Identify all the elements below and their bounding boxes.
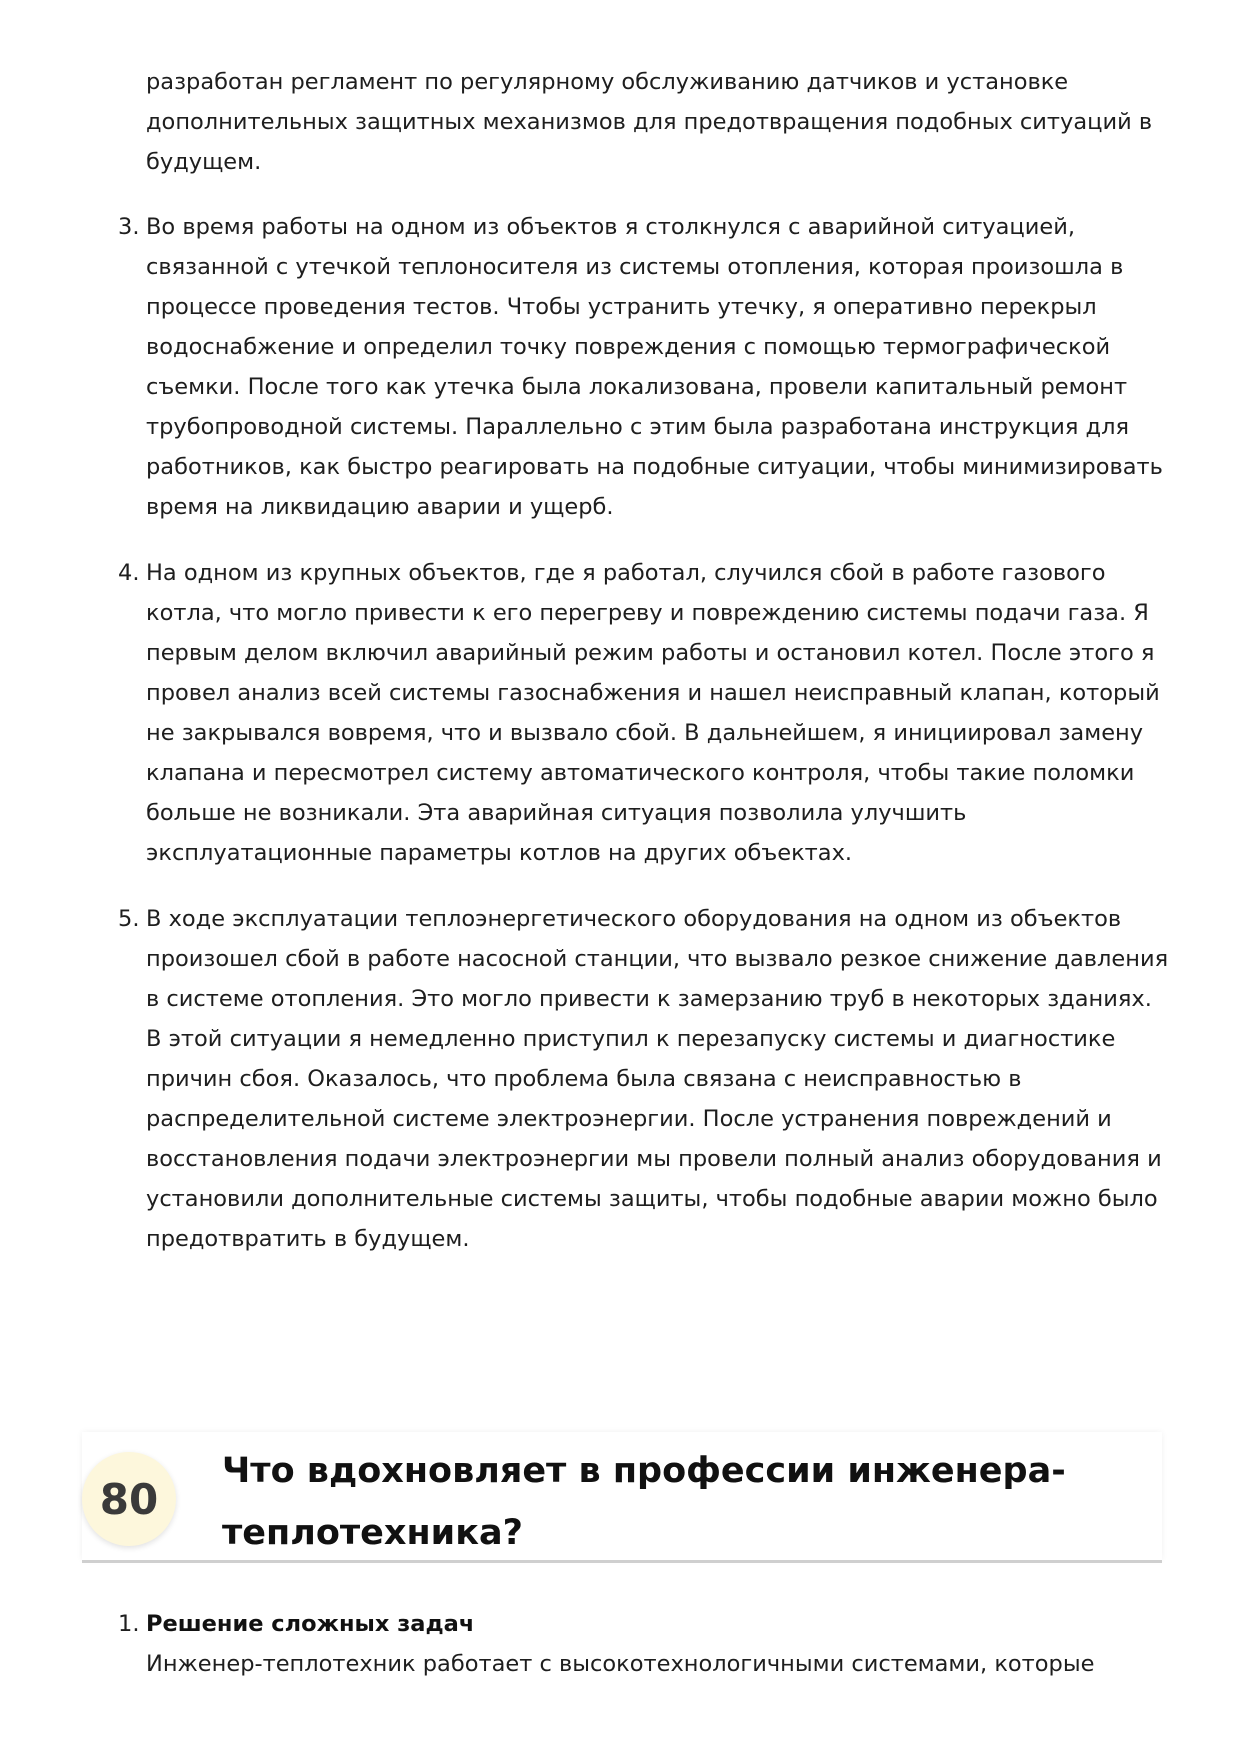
- list-item-number: 3.: [118, 214, 140, 240]
- list-item-text: Инженер-теплотехник работает с высокотехнологичными системами, которые: [146, 1651, 1095, 1677]
- list-item-number: 1.: [118, 1611, 140, 1637]
- inspiration-list: [118, 1604, 1156, 1684]
- list-item-title: Решение сложных задач: [146, 1611, 475, 1637]
- question-number-badge: 80: [82, 1452, 176, 1546]
- question-title: Что вдохновляет в профессии инженера-теплотехника?: [222, 1451, 1066, 1553]
- question-header: [82, 1432, 1162, 1564]
- list-item-text: Во время работы на одном из объектов я столкнулся с аварийной ситуацией, связанной с утечкой теплоносителя из системы отопления, которая произошла в процессе проведения тестов. Чтобы устранить утечку, я оперативно перекрыл водоснабжение и определил точку повреждения с помощью термографической съемки. После того как утечка была локализована, провели капитальный ремонт трубопроводной системы. Параллельно с этим была разработана инструкция для работников, как быстро реагировать на подобные ситуации, чтобы минимизировать время на ликвидацию аварии и ущерб.: [146, 214, 1163, 520]
- list-item: [118, 1604, 1156, 1684]
- answers-list: [118, 207, 1170, 1285]
- list-item: [118, 553, 1170, 873]
- list-item: [118, 899, 1170, 1259]
- list-item-text: На одном из крупных объектов, где я работал, случился сбой в работе газового котла, что могло привести к его перегреву и повреждению системы подачи газа. Я первым делом включил аварийный режим работы и остановил котел. После этого я провел анализ всей системы газоснабжения и нашел неисправный клапан, который не закрывался вовремя, что и вызвало сбой. В дальнейшем, я инициировал замену клапана и пересмотрел систему автоматического контроля, чтобы такие поломки больше не возникали. Эта аварийная ситуация позволила улучшить эксплуатационные параметры котлов на других объектах.: [146, 560, 1160, 866]
- list-item: [118, 207, 1170, 527]
- previous-answer-continuation: разработан регламент по регулярному обслуживанию датчиков и установке дополнительных защитных механизмов для предотвращения подобных ситуаций в будущем.: [146, 69, 1153, 175]
- list-item-text: В ходе эксплуатации теплоэнергетического оборудования на одном из объектов произошел сбой в работе насосной станции, что вызвало резкое снижение давления в системе отопления. Это могло привести к замерзанию труб в некоторых зданиях. В этой ситуации я немедленно приступил к перезапуску системы и диагностике причин сбоя. Оказалось, что проблема была связана с неисправностью в распределительной системе электроэнергии. После устранения повреждений и восстановления подачи электроэнергии мы провели полный анализ оборудования и установили дополнительные системы защиты, чтобы подобные аварии можно было предотвратить в будущем.: [146, 906, 1169, 1252]
- list-item-number: 4.: [118, 560, 140, 586]
- list-item-number: 5.: [118, 906, 140, 932]
